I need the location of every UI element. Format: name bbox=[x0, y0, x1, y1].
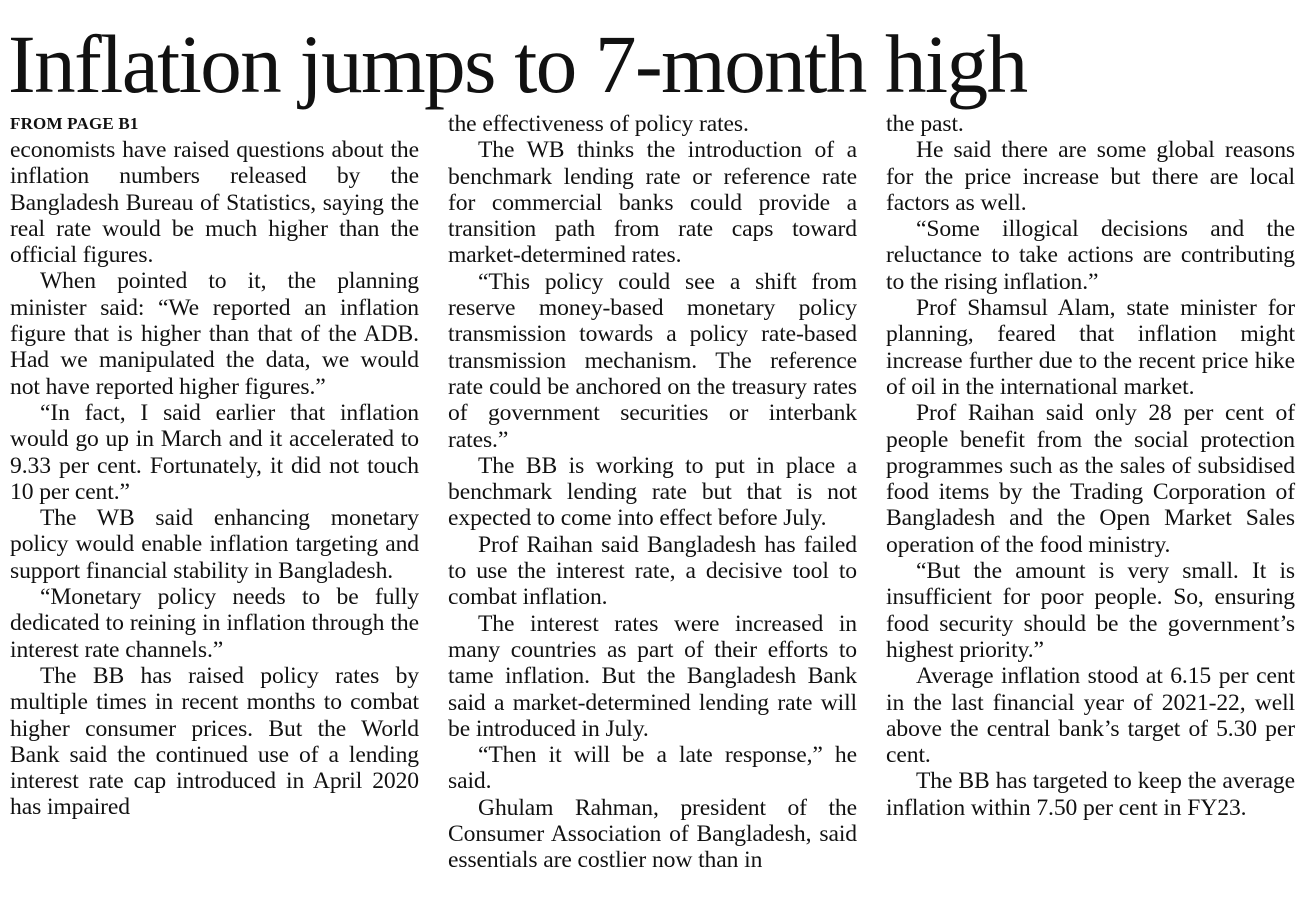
continued-from-label: FROM PAGE B1 bbox=[10, 114, 139, 133]
paragraph: “Monetary policy needs to be fully dedicated to reining in inflation through the interest rate channels.” bbox=[10, 584, 419, 663]
headline: Inflation jumps to 7-month high bbox=[8, 18, 1027, 110]
paragraph: The BB is working to put in place a benchmark lending rate but that is not expected to come into effect before July. bbox=[448, 452, 857, 532]
paragraph: economists have raised questions about the inflation numbers released by the Bangladesh Bureau of Statistics, saying the real rate would be much higher than the official figures. bbox=[10, 137, 419, 269]
paragraph: “In fact, I said earlier that inflation would go up in March and it accelerated to 9.33 per cent. Fortunately, it did not touch 10 per cent.” bbox=[10, 399, 419, 505]
paragraph: He said there are some global reasons for the price increase but there are local factors as well. bbox=[886, 137, 1295, 216]
paragraph: Ghulam Rahman, president of the Consumer Association of Bangladesh, said essentials are costlier now than in bbox=[448, 794, 857, 874]
paragraph: Prof Raihan said Bangladesh has failed to use the interest rate, a decisive tool to combat inflation. bbox=[448, 531, 857, 611]
paragraph: The interest rates were increased in many countries as part of their efforts to tame inflation. But the Bangladesh Bank said a market-determined lending rate will be introduced in July. bbox=[448, 610, 857, 742]
paragraph: “But the amount is very small. It is insufficient for poor people. So, ensuring food security should be the government’s highest priority.” bbox=[886, 558, 1295, 663]
paragraph: The BB has raised policy rates by multiple times in recent months to combat higher consumer prices. But the World Bank said the continued use of a lending interest rate cap introduced in April 2020 has impaired bbox=[10, 662, 419, 821]
article-column-2 bbox=[448, 111, 857, 874]
paragraph: The WB said enhancing monetary policy would enable inflation targeting and support financial stability in Bangladesh. bbox=[10, 505, 419, 584]
paragraph: “Some illogical decisions and the reluctance to take actions are contributing to the rising inflation.” bbox=[886, 216, 1295, 295]
paragraph: Average inflation stood at 6.15 per cent in the last financial year of 2021-22, well above the central bank’s target of 5.30 per cent. bbox=[886, 663, 1295, 769]
paragraph: “Then it will be a late response,” he said. bbox=[448, 742, 857, 795]
paragraph: Prof Shamsul Alam, state minister for planning, feared that inflation might increase further due to the recent price hike of oil in the international market. bbox=[886, 295, 1295, 400]
paragraph: the effectiveness of policy rates. bbox=[448, 111, 749, 137]
paragraph: The WB thinks the introduction of a benchmark lending rate or reference rate for commercial banks could provide a transition path from rate caps toward market-determined rates. bbox=[448, 137, 857, 269]
paragraph: the past. bbox=[886, 111, 964, 137]
paragraph: When pointed to it, the planning minister said: “We reported an inflation figure that is higher than that of the ADB. Had we manipulated the data, we would not have reported higher figures.” bbox=[10, 268, 419, 400]
paragraph: The BB has targeted to keep the average inflation within 7.50 per cent in FY23. bbox=[886, 768, 1295, 821]
article-column-3 bbox=[886, 111, 1295, 821]
paragraph: “This policy could see a shift from reserve money-based monetary policy transmission towards a policy rate-based transmission mechanism. The reference rate could be anchored on the treasury rates of government securities or interbank rates.” bbox=[448, 268, 857, 453]
paragraph: Prof Raihan said only 28 per cent of people benefit from the social protection programmes such as the sales of subsidised food items by the Trading Corporation of Bangladesh and the Open Market Sales operation of the food ministry. bbox=[886, 400, 1295, 558]
article-column-1 bbox=[10, 111, 419, 821]
